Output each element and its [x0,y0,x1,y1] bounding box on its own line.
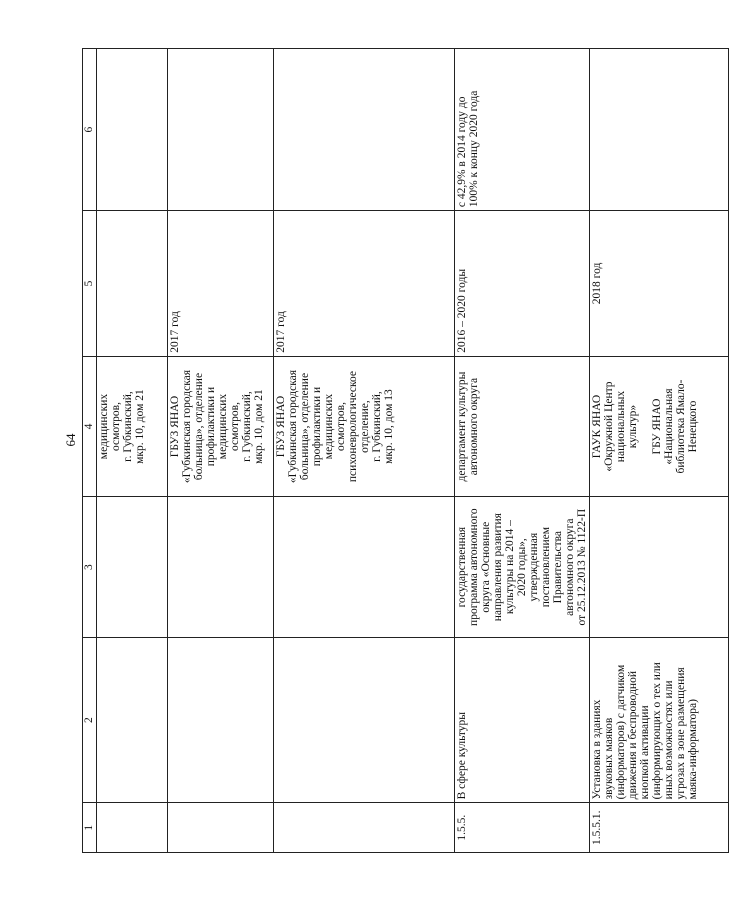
text-line: Установка в зданиях [591,699,603,800]
text-line: ГБУЗ ЯНАО [275,395,287,458]
text-line: больница», отделение [193,372,205,481]
text-line: библиотека Ямало- [675,379,687,474]
text-line: мкр. 10, дом 21 [253,389,265,464]
cell-basis [168,497,274,638]
cell-measure [274,637,455,802]
text-line: профилактики и [205,386,217,467]
data-table [82,48,729,853]
text-line: угрозах в зоне размещения [675,667,687,800]
text-line: кнопкой активации [639,705,651,800]
text-line: иных возможностях или [663,680,675,800]
cell-index [168,803,274,853]
section-row [455,49,590,853]
cell-index: 1.5.5.1. [590,803,729,853]
page-number: 64 [63,433,78,447]
cell-executor [590,356,729,497]
cell-index [274,803,455,853]
cell-measure [168,637,274,802]
text-line: программа автономного [468,508,480,626]
text-line: «Окружной Центр [603,381,615,472]
cell-executor [168,356,274,497]
rotated-table-wrapper [82,48,699,853]
text-line: (информирующих о тех или [651,662,663,800]
text-line: «Национальная [663,388,675,465]
cell-basis [455,497,590,638]
text-line: 2020 годы», [516,538,528,597]
column-number: 4 [83,356,97,497]
text-line: медицинских [217,393,229,460]
text-line: культуры на 2014 – [504,520,516,615]
text-line: департамент культуры [456,371,468,482]
column-number: 6 [83,49,97,211]
cell-basis [590,497,729,638]
text-line: округа «Основные [480,521,492,613]
text-line: мкр. 10, дом 13 [383,389,395,464]
text-line: «Губкинская городская [181,369,193,484]
cell-result [168,49,274,211]
text-line: Правительства [552,530,564,604]
text-line: культур» [627,404,639,449]
text-line: г. Губкинский, [371,391,383,462]
cell-result [274,49,455,211]
text-line: больница», отделение [299,372,311,481]
text-line: отделение, [359,400,371,453]
text-line: г. Губкинский, [241,391,253,462]
text-line: (информаторов) с датчиком [615,664,627,800]
text-line: медицинских [323,393,335,460]
cell-measure: В сфере культуры [455,637,590,802]
text-line: осмотров, [229,402,241,452]
cell-executor [455,356,590,497]
text-line: ГАУК ЯНАО [591,394,603,459]
text-line: движения и беспроводной [627,671,639,800]
text-line: г. Губкинский, [122,391,134,462]
text-line: автономного округа [564,518,576,616]
text-line: с 42,9% в 2014 году до [456,96,468,208]
text-line: постановлением [540,527,552,608]
cell-result [97,49,168,211]
text-line: 100% к концу 2020 года [468,90,480,208]
text-line: осмотров, [110,402,122,452]
text-line: осмотров, [335,402,347,452]
cell-deadline: 2017 год [168,211,274,357]
cell-deadline: 2016 – 2020 годы [455,211,590,357]
text-line: ГБУ ЯНАО [651,398,663,455]
cell-measure [590,637,729,802]
column-number: 2 [83,637,97,802]
cell-executor [274,356,455,497]
text-line: профилактики и [311,386,323,467]
text-line: маяка-информатора) [687,699,699,800]
org-row-b [274,49,455,853]
text-line: «Губкинская городская [287,369,299,484]
text-line: ГБУЗ ЯНАО [169,395,181,458]
cell-deadline [97,211,168,357]
text-line [639,360,651,494]
column-number: 5 [83,211,97,357]
cell-index [97,803,168,853]
cell-basis [97,497,168,638]
column-number: 3 [83,497,97,638]
cell-deadline: 2018 год [590,211,729,357]
org-row-a [168,49,274,853]
cell-executor [97,356,168,497]
text-line: утвержденная [528,532,540,602]
cell-index: 1.5.5. [455,803,590,853]
column-number-row [83,49,97,853]
text-line: автономного округа [468,377,480,476]
text-line: психоневрологическое [347,370,359,483]
text-line: от 25.12.2013 № 1122-П [576,508,588,626]
cell-result [590,49,729,211]
text-line: звуковых маяков [603,717,615,800]
item-row [590,49,729,853]
continuation-row [97,49,168,853]
text-line: медицинских [98,393,110,460]
cell-basis [274,497,455,638]
cell-measure [97,637,168,802]
text-line: национальных [615,390,627,463]
column-number: 1 [83,803,97,853]
text-line: мкр. 10, дом 21 [134,389,146,464]
text-line: Ненецкого [687,400,699,453]
cell-deadline: 2017 год [274,211,455,357]
cell-result [455,49,590,211]
text-line: государственная [456,526,468,608]
text-line: направления развития [492,513,504,622]
